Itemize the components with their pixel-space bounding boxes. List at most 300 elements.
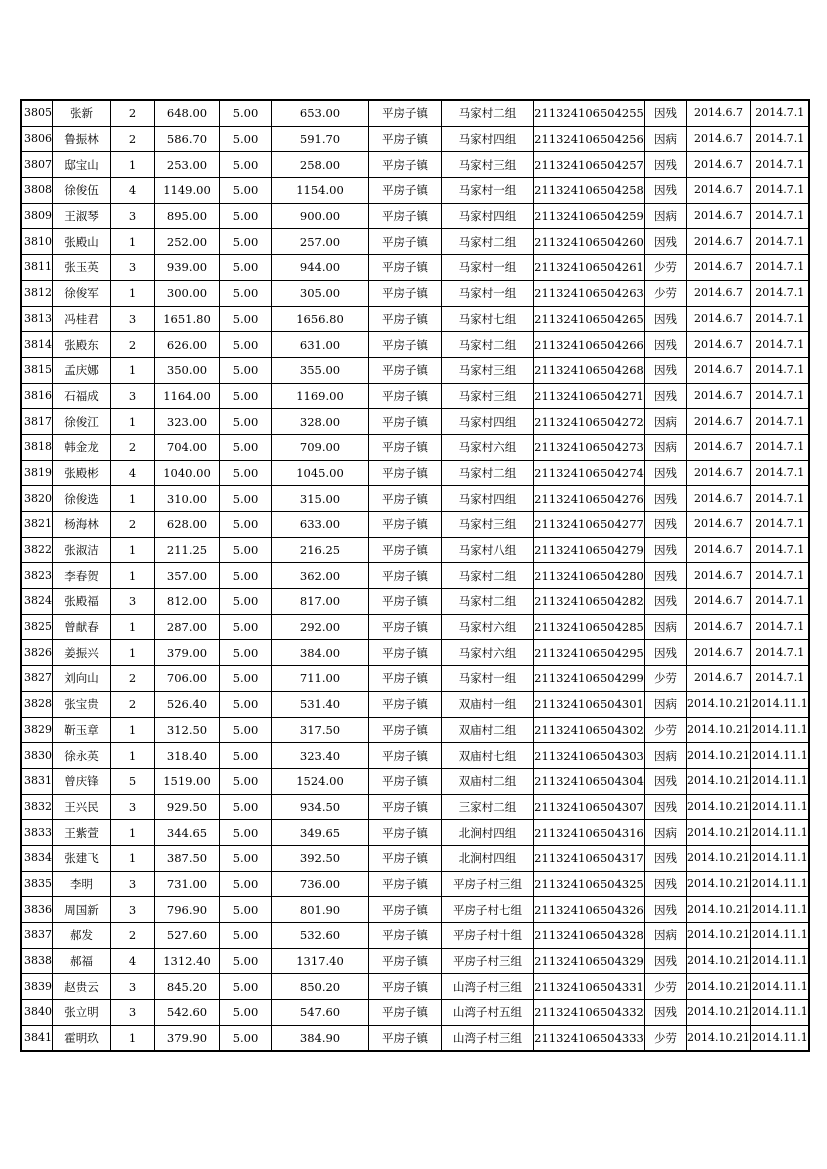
cell-reason: 因病 — [645, 923, 687, 949]
cell-increment: 5.00 — [220, 512, 272, 538]
cell-amount: 379.90 — [155, 1025, 220, 1051]
cell-row-number: 3831 — [21, 768, 53, 794]
table-row — [21, 691, 809, 717]
cell-start-date: 2014.7.1 — [750, 100, 809, 126]
cell-start-date: 2014.7.1 — [750, 614, 809, 640]
cell-total: 1169.00 — [272, 383, 369, 409]
table-row — [21, 768, 809, 794]
cell-id-number: 211324106504299 — [534, 666, 645, 692]
cell-approval-date: 2014.6.7 — [687, 537, 751, 563]
cell-total: 1317.40 — [272, 948, 369, 974]
cell-amount: 895.00 — [155, 203, 220, 229]
cell-approval-date: 2014.10.21 — [687, 948, 751, 974]
cell-name: 张殿福 — [53, 589, 111, 615]
cell-reason: 因病 — [645, 614, 687, 640]
cell-village-group: 平房子村三组 — [442, 871, 534, 897]
cell-household-size: 1 — [111, 845, 155, 871]
cell-id-number: 211324106504256 — [534, 126, 645, 152]
cell-increment: 5.00 — [220, 332, 272, 358]
cell-total: 801.90 — [272, 897, 369, 923]
cell-start-date: 2014.11.1 — [750, 974, 809, 1000]
cell-id-number: 211324106504282 — [534, 589, 645, 615]
cell-town: 平房子镇 — [369, 152, 442, 178]
cell-start-date: 2014.11.1 — [750, 820, 809, 846]
cell-id-number: 211324106504263 — [534, 280, 645, 306]
cell-name: 张宝贵 — [53, 691, 111, 717]
cell-reason: 因残 — [645, 486, 687, 512]
cell-start-date: 2014.11.1 — [750, 794, 809, 820]
cell-reason: 因残 — [645, 332, 687, 358]
cell-name: 徐俊江 — [53, 409, 111, 435]
cell-row-number: 3829 — [21, 717, 53, 743]
cell-town: 平房子镇 — [369, 717, 442, 743]
cell-village-group: 马家村三组 — [442, 357, 534, 383]
cell-reason: 因残 — [645, 845, 687, 871]
table-row — [21, 383, 809, 409]
cell-id-number: 211324106504257 — [534, 152, 645, 178]
cell-amount: 527.60 — [155, 923, 220, 949]
cell-household-size: 1 — [111, 537, 155, 563]
table-row — [21, 178, 809, 204]
cell-reason: 因残 — [645, 229, 687, 255]
cell-name: 张殿东 — [53, 332, 111, 358]
cell-increment: 5.00 — [220, 897, 272, 923]
cell-increment: 5.00 — [220, 923, 272, 949]
cell-total: 850.20 — [272, 974, 369, 1000]
cell-id-number: 211324106504317 — [534, 845, 645, 871]
cell-total: 305.00 — [272, 280, 369, 306]
cell-total: 532.60 — [272, 923, 369, 949]
cell-approval-date: 2014.6.7 — [687, 486, 751, 512]
cell-village-group: 马家村八组 — [442, 537, 534, 563]
cell-amount: 344.65 — [155, 820, 220, 846]
cell-start-date: 2014.7.1 — [750, 229, 809, 255]
cell-total: 257.00 — [272, 229, 369, 255]
table-row — [21, 794, 809, 820]
cell-name: 张淑洁 — [53, 537, 111, 563]
cell-increment: 5.00 — [220, 948, 272, 974]
cell-amount: 648.00 — [155, 100, 220, 126]
table-row — [21, 897, 809, 923]
cell-start-date: 2014.7.1 — [750, 563, 809, 589]
cell-household-size: 3 — [111, 383, 155, 409]
cell-town: 平房子镇 — [369, 229, 442, 255]
cell-household-size: 2 — [111, 691, 155, 717]
cell-total: 216.25 — [272, 537, 369, 563]
cell-town: 平房子镇 — [369, 434, 442, 460]
cell-town: 平房子镇 — [369, 1025, 442, 1051]
cell-amount: 706.00 — [155, 666, 220, 692]
table-row — [21, 152, 809, 178]
cell-household-size: 1 — [111, 280, 155, 306]
cell-start-date: 2014.11.1 — [750, 871, 809, 897]
cell-reason: 因病 — [645, 409, 687, 435]
cell-approval-date: 2014.10.21 — [687, 974, 751, 1000]
cell-start-date: 2014.7.1 — [750, 332, 809, 358]
cell-start-date: 2014.7.1 — [750, 589, 809, 615]
cell-increment: 5.00 — [220, 383, 272, 409]
cell-row-number: 3821 — [21, 512, 53, 538]
cell-start-date: 2014.7.1 — [750, 666, 809, 692]
cell-increment: 5.00 — [220, 974, 272, 1000]
cell-name: 冯桂君 — [53, 306, 111, 332]
cell-amount: 1312.40 — [155, 948, 220, 974]
table-row — [21, 255, 809, 281]
cell-total: 900.00 — [272, 203, 369, 229]
cell-amount: 310.00 — [155, 486, 220, 512]
cell-approval-date: 2014.6.7 — [687, 640, 751, 666]
cell-approval-date: 2014.10.21 — [687, 717, 751, 743]
cell-reason: 因病 — [645, 126, 687, 152]
table-row — [21, 332, 809, 358]
cell-increment: 5.00 — [220, 409, 272, 435]
cell-amount: 628.00 — [155, 512, 220, 538]
cell-row-number: 3839 — [21, 974, 53, 1000]
cell-name: 姜振兴 — [53, 640, 111, 666]
cell-name: 李明 — [53, 871, 111, 897]
cell-increment: 5.00 — [220, 178, 272, 204]
cell-reason: 因病 — [645, 203, 687, 229]
cell-amount: 731.00 — [155, 871, 220, 897]
cell-reason: 因病 — [645, 743, 687, 769]
cell-name: 李春贺 — [53, 563, 111, 589]
cell-village-group: 马家村四组 — [442, 486, 534, 512]
cell-row-number: 3823 — [21, 563, 53, 589]
cell-reason: 因残 — [645, 640, 687, 666]
cell-increment: 5.00 — [220, 100, 272, 126]
cell-name: 郝福 — [53, 948, 111, 974]
cell-id-number: 211324106504280 — [534, 563, 645, 589]
cell-town: 平房子镇 — [369, 255, 442, 281]
cell-start-date: 2014.7.1 — [750, 537, 809, 563]
cell-approval-date: 2014.6.7 — [687, 614, 751, 640]
cell-village-group: 马家村六组 — [442, 434, 534, 460]
cell-approval-date: 2014.6.7 — [687, 460, 751, 486]
cell-household-size: 1 — [111, 409, 155, 435]
cell-approval-date: 2014.10.21 — [687, 768, 751, 794]
cell-total: 1656.80 — [272, 306, 369, 332]
cell-total: 934.50 — [272, 794, 369, 820]
table-row — [21, 589, 809, 615]
cell-amount: 586.70 — [155, 126, 220, 152]
cell-household-size: 1 — [111, 152, 155, 178]
cell-reason: 因残 — [645, 178, 687, 204]
cell-total: 944.00 — [272, 255, 369, 281]
cell-id-number: 211324106504331 — [534, 974, 645, 1000]
cell-id-number: 211324106504273 — [534, 434, 645, 460]
cell-name: 张殿彬 — [53, 460, 111, 486]
cell-id-number: 211324106504272 — [534, 409, 645, 435]
cell-id-number: 211324106504326 — [534, 897, 645, 923]
cell-amount: 1164.00 — [155, 383, 220, 409]
table-row — [21, 923, 809, 949]
cell-total: 384.90 — [272, 1025, 369, 1051]
table-row — [21, 743, 809, 769]
cell-start-date: 2014.7.1 — [750, 486, 809, 512]
cell-increment: 5.00 — [220, 1000, 272, 1026]
cell-name: 周国新 — [53, 897, 111, 923]
cell-village-group: 马家村二组 — [442, 563, 534, 589]
cell-name: 郝发 — [53, 923, 111, 949]
cell-name: 张新 — [53, 100, 111, 126]
cell-approval-date: 2014.6.7 — [687, 357, 751, 383]
table-row — [21, 486, 809, 512]
cell-town: 平房子镇 — [369, 357, 442, 383]
cell-amount: 1040.00 — [155, 460, 220, 486]
cell-amount: 252.00 — [155, 229, 220, 255]
cell-household-size: 3 — [111, 897, 155, 923]
cell-amount: 526.40 — [155, 691, 220, 717]
cell-amount: 542.60 — [155, 1000, 220, 1026]
cell-id-number: 211324106504307 — [534, 794, 645, 820]
cell-name: 邸宝山 — [53, 152, 111, 178]
cell-approval-date: 2014.6.7 — [687, 255, 751, 281]
table-row — [21, 563, 809, 589]
data-table — [20, 99, 810, 1052]
cell-name: 杨海林 — [53, 512, 111, 538]
table-row — [21, 948, 809, 974]
cell-village-group: 双庙村一组 — [442, 691, 534, 717]
cell-row-number: 3810 — [21, 229, 53, 255]
cell-row-number: 3835 — [21, 871, 53, 897]
cell-increment: 5.00 — [220, 589, 272, 615]
cell-increment: 5.00 — [220, 1025, 272, 1051]
cell-start-date: 2014.7.1 — [750, 255, 809, 281]
cell-town: 平房子镇 — [369, 332, 442, 358]
cell-row-number: 3816 — [21, 383, 53, 409]
cell-reason: 少劳 — [645, 666, 687, 692]
cell-total: 531.40 — [272, 691, 369, 717]
cell-household-size: 2 — [111, 332, 155, 358]
cell-start-date: 2014.7.1 — [750, 280, 809, 306]
cell-village-group: 马家村二组 — [442, 332, 534, 358]
cell-increment: 5.00 — [220, 820, 272, 846]
cell-town: 平房子镇 — [369, 897, 442, 923]
cell-total: 1524.00 — [272, 768, 369, 794]
cell-increment: 5.00 — [220, 203, 272, 229]
cell-village-group: 马家村二组 — [442, 229, 534, 255]
cell-household-size: 1 — [111, 486, 155, 512]
cell-town: 平房子镇 — [369, 871, 442, 897]
cell-name: 王紫萱 — [53, 820, 111, 846]
cell-approval-date: 2014.10.21 — [687, 1000, 751, 1026]
cell-reason: 因病 — [645, 434, 687, 460]
cell-id-number: 211324106504285 — [534, 614, 645, 640]
cell-town: 平房子镇 — [369, 614, 442, 640]
cell-row-number: 3830 — [21, 743, 53, 769]
cell-village-group: 马家村二组 — [442, 460, 534, 486]
cell-household-size: 5 — [111, 768, 155, 794]
cell-village-group: 马家村二组 — [442, 100, 534, 126]
table-row — [21, 845, 809, 871]
cell-row-number: 3833 — [21, 820, 53, 846]
cell-start-date: 2014.11.1 — [750, 897, 809, 923]
table-row — [21, 203, 809, 229]
cell-village-group: 马家村四组 — [442, 409, 534, 435]
cell-id-number: 211324106504333 — [534, 1025, 645, 1051]
cell-name: 孟庆娜 — [53, 357, 111, 383]
cell-village-group: 马家村四组 — [442, 203, 534, 229]
cell-household-size: 3 — [111, 871, 155, 897]
cell-household-size: 3 — [111, 306, 155, 332]
cell-row-number: 3837 — [21, 923, 53, 949]
cell-approval-date: 2014.10.21 — [687, 897, 751, 923]
table-row — [21, 537, 809, 563]
cell-approval-date: 2014.6.7 — [687, 178, 751, 204]
cell-household-size: 1 — [111, 1025, 155, 1051]
table-row — [21, 871, 809, 897]
cell-id-number: 211324106504266 — [534, 332, 645, 358]
cell-id-number: 211324106504277 — [534, 512, 645, 538]
cell-amount: 253.00 — [155, 152, 220, 178]
cell-village-group: 马家村一组 — [442, 666, 534, 692]
cell-town: 平房子镇 — [369, 460, 442, 486]
cell-town: 平房子镇 — [369, 820, 442, 846]
cell-approval-date: 2014.6.7 — [687, 409, 751, 435]
cell-row-number: 3840 — [21, 1000, 53, 1026]
cell-name: 张立明 — [53, 1000, 111, 1026]
table-row — [21, 357, 809, 383]
cell-approval-date: 2014.6.7 — [687, 126, 751, 152]
cell-start-date: 2014.7.1 — [750, 152, 809, 178]
cell-town: 平房子镇 — [369, 126, 442, 152]
cell-village-group: 马家村七组 — [442, 306, 534, 332]
cell-increment: 5.00 — [220, 126, 272, 152]
cell-row-number: 3819 — [21, 460, 53, 486]
cell-id-number: 211324106504329 — [534, 948, 645, 974]
cell-row-number: 3838 — [21, 948, 53, 974]
cell-row-number: 3808 — [21, 178, 53, 204]
cell-amount: 845.20 — [155, 974, 220, 1000]
cell-town: 平房子镇 — [369, 923, 442, 949]
cell-reason: 因残 — [645, 768, 687, 794]
cell-amount: 287.00 — [155, 614, 220, 640]
cell-id-number: 211324106504304 — [534, 768, 645, 794]
cell-amount: 1651.80 — [155, 306, 220, 332]
cell-start-date: 2014.11.1 — [750, 1025, 809, 1051]
cell-amount: 387.50 — [155, 845, 220, 871]
cell-town: 平房子镇 — [369, 743, 442, 769]
cell-id-number: 211324106504332 — [534, 1000, 645, 1026]
table-row — [21, 717, 809, 743]
cell-increment: 5.00 — [220, 486, 272, 512]
cell-total: 631.00 — [272, 332, 369, 358]
table-body — [21, 100, 809, 1051]
table-row — [21, 409, 809, 435]
table-row — [21, 460, 809, 486]
cell-approval-date: 2014.6.7 — [687, 434, 751, 460]
cell-approval-date: 2014.10.21 — [687, 691, 751, 717]
cell-increment: 5.00 — [220, 537, 272, 563]
cell-total: 292.00 — [272, 614, 369, 640]
cell-household-size: 3 — [111, 255, 155, 281]
cell-total: 258.00 — [272, 152, 369, 178]
cell-row-number: 3834 — [21, 845, 53, 871]
cell-row-number: 3826 — [21, 640, 53, 666]
cell-start-date: 2014.7.1 — [750, 409, 809, 435]
cell-amount: 357.00 — [155, 563, 220, 589]
cell-amount: 323.00 — [155, 409, 220, 435]
cell-village-group: 山湾子村五组 — [442, 1000, 534, 1026]
table-row — [21, 974, 809, 1000]
table-row — [21, 512, 809, 538]
table-row — [21, 306, 809, 332]
cell-town: 平房子镇 — [369, 948, 442, 974]
cell-approval-date: 2014.6.7 — [687, 666, 751, 692]
cell-household-size: 1 — [111, 229, 155, 255]
cell-reason: 因病 — [645, 820, 687, 846]
table-row — [21, 126, 809, 152]
cell-increment: 5.00 — [220, 152, 272, 178]
cell-total: 323.40 — [272, 743, 369, 769]
cell-row-number: 3824 — [21, 589, 53, 615]
cell-name: 王淑琴 — [53, 203, 111, 229]
cell-approval-date: 2014.10.21 — [687, 743, 751, 769]
cell-village-group: 马家村四组 — [442, 126, 534, 152]
cell-town: 平房子镇 — [369, 280, 442, 306]
cell-town: 平房子镇 — [369, 845, 442, 871]
cell-amount: 1149.00 — [155, 178, 220, 204]
cell-reason: 因残 — [645, 589, 687, 615]
cell-id-number: 211324106504276 — [534, 486, 645, 512]
cell-increment: 5.00 — [220, 280, 272, 306]
cell-increment: 5.00 — [220, 691, 272, 717]
cell-name: 张殿山 — [53, 229, 111, 255]
cell-village-group: 山湾子村三组 — [442, 974, 534, 1000]
cell-village-group: 北涧村四组 — [442, 845, 534, 871]
cell-household-size: 3 — [111, 794, 155, 820]
cell-amount: 379.00 — [155, 640, 220, 666]
cell-village-group: 马家村一组 — [442, 178, 534, 204]
cell-reason: 因残 — [645, 512, 687, 538]
cell-town: 平房子镇 — [369, 666, 442, 692]
cell-row-number: 3814 — [21, 332, 53, 358]
cell-start-date: 2014.11.1 — [750, 743, 809, 769]
cell-start-date: 2014.7.1 — [750, 178, 809, 204]
cell-approval-date: 2014.6.7 — [687, 306, 751, 332]
cell-town: 平房子镇 — [369, 203, 442, 229]
cell-row-number: 3817 — [21, 409, 53, 435]
table-row — [21, 280, 809, 306]
table-row — [21, 820, 809, 846]
cell-approval-date: 2014.10.21 — [687, 820, 751, 846]
cell-id-number: 211324106504328 — [534, 923, 645, 949]
cell-id-number: 211324106504295 — [534, 640, 645, 666]
cell-total: 653.00 — [272, 100, 369, 126]
table-row — [21, 666, 809, 692]
cell-approval-date: 2014.10.21 — [687, 923, 751, 949]
cell-start-date: 2014.7.1 — [750, 203, 809, 229]
cell-household-size: 3 — [111, 589, 155, 615]
cell-approval-date: 2014.6.7 — [687, 229, 751, 255]
cell-id-number: 211324106504325 — [534, 871, 645, 897]
cell-total: 392.50 — [272, 845, 369, 871]
cell-name: 韩金龙 — [53, 434, 111, 460]
cell-amount: 211.25 — [155, 537, 220, 563]
cell-row-number: 3832 — [21, 794, 53, 820]
cell-approval-date: 2014.10.21 — [687, 845, 751, 871]
cell-start-date: 2014.11.1 — [750, 845, 809, 871]
cell-town: 平房子镇 — [369, 178, 442, 204]
cell-name: 张建飞 — [53, 845, 111, 871]
cell-name: 赵贵云 — [53, 974, 111, 1000]
cell-approval-date: 2014.6.7 — [687, 280, 751, 306]
cell-reason: 少劳 — [645, 974, 687, 1000]
cell-increment: 5.00 — [220, 614, 272, 640]
cell-amount: 812.00 — [155, 589, 220, 615]
cell-household-size: 4 — [111, 178, 155, 204]
cell-amount: 312.50 — [155, 717, 220, 743]
